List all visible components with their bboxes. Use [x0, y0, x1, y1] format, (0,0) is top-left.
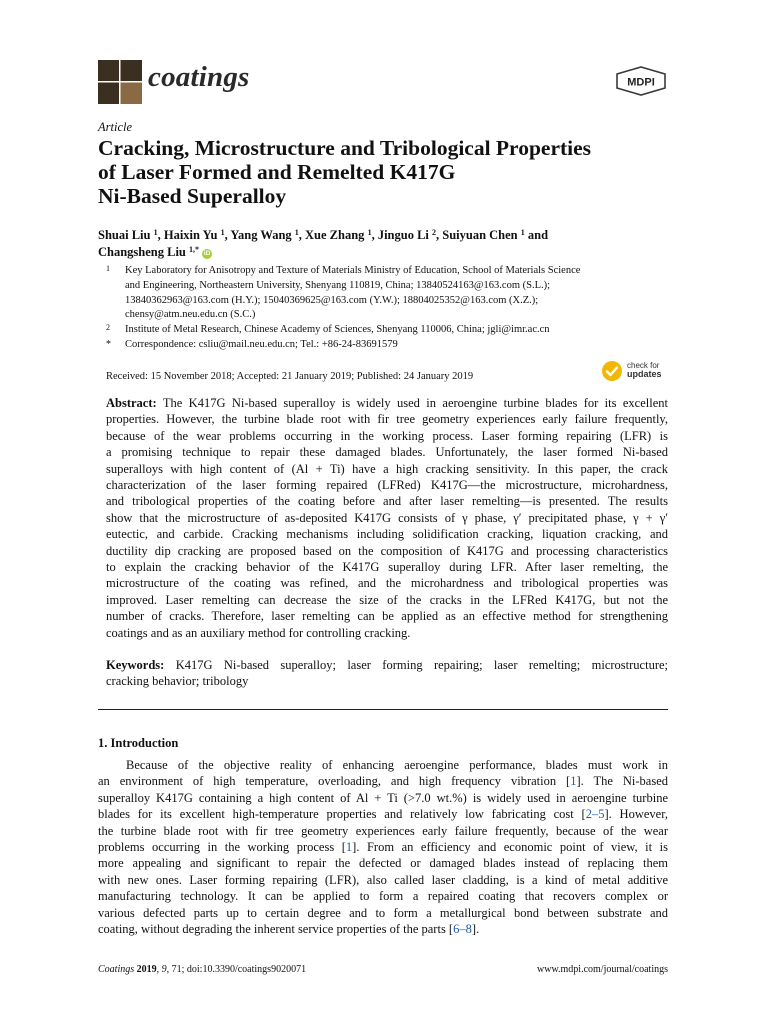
author-affiliation-sup: 1 — [367, 228, 372, 237]
intro-line — [98, 872, 668, 888]
abstract-line: to explain the cracking behavior of the K417G superalloy during LFR. After laser remelting, the — [106, 560, 668, 575]
affiliation-item — [98, 323, 678, 338]
intro-text: problems occurring in the working process [ — [98, 840, 346, 855]
intro-line — [98, 806, 668, 822]
intro-text: Because of the objective reality of enhancing aeroengine performance, blades must work in — [126, 758, 668, 772]
footer-volume: 9 — [161, 964, 167, 975]
affiliation-item — [98, 264, 678, 323]
orcid-icon[interactable]: iD — [203, 250, 211, 257]
intro-text: ]. From an efficiency and economic point of view, it is — [352, 840, 668, 855]
affiliation-marker: 2 — [106, 323, 110, 333]
introduction-body — [98, 757, 668, 937]
intro-line — [98, 757, 668, 773]
keywords-line: K417G Ni-based superalloy; laser forming repairing; laser remelting; microstructure; — [175, 658, 669, 672]
section-divider — [98, 709, 668, 710]
abstract-line: improved. Laser remelting can decrease the size of the cracks in the LFRed K417G, but not the — [106, 592, 668, 607]
footer-citation: Coatings 2019, 9, 71; doi:10.3390/coatings9020071 — [98, 964, 307, 975]
author-name: Xue Zhang — [305, 228, 365, 242]
title-line: Cracking, Microstructure and Tribological Properties — [98, 136, 592, 160]
check-updates-line1: check for — [627, 361, 660, 370]
author-name: Yang Wang — [230, 228, 292, 242]
intro-line — [98, 773, 668, 789]
article-type: Article — [98, 120, 133, 134]
intro-line — [98, 905, 668, 921]
author-list: Shuai Liu $^1$, Haixin Yu $^1$, Yang Wang $^1$, Xue Zhang $^1$, Jinguo Li $^2$, Suiyuan Chen $^1$ and Changsheng Liu $^{1,*}$ iD — [98, 228, 549, 259]
abstract-line: eutectic, and carbide. Cracking mechanisms including solidification cracking, liquation cracking, and — [106, 527, 668, 542]
affiliation-line: 13840362963@163.com (H.Y.); 15040369625@163.com (Y.W.); 18804025352@163.com (X.Z.); — [125, 294, 539, 306]
intro-line — [98, 839, 668, 855]
intro-text: ]. — [471, 922, 480, 937]
intro-line — [98, 888, 668, 904]
intro-text: an environment of high temperature, overloading, and high frequency vibration [ — [98, 774, 571, 789]
authors-and: and — [527, 228, 549, 242]
author-affiliation-sup: 2 — [432, 228, 436, 237]
abstract-line: characterization of the laser forming repaired (LFRed) K417G—the microstructure, microhardness, — [106, 478, 668, 493]
author-name: Haixin Yu — [163, 228, 218, 242]
author-affiliation-sup: 1 — [294, 228, 299, 237]
publication-dates: Received: 15 November 2018; Accepted: 21 January 2019; Published: 24 January 2019 — [106, 371, 474, 382]
check-updates-line2: updates — [627, 369, 662, 379]
journal-name: coatings — [148, 61, 250, 93]
affiliation-line: and Engineering, Northeastern University, Shenyang 110819, China; 13840524163@163.com (S.L.); — [125, 279, 551, 291]
author-name: Changsheng Liu — [98, 245, 186, 259]
check-updates-icon — [601, 360, 623, 382]
footer-journal: Coatings — [98, 964, 135, 975]
author-name: Jinguo Li — [377, 228, 429, 242]
keywords-line: cracking behavior; tribology — [106, 674, 249, 689]
article-title — [98, 136, 678, 208]
abstract-label: Abstract: — [106, 396, 157, 410]
intro-text: various defected parts up to certain degree and to form a metallurgical bond between substrate and — [98, 905, 668, 920]
citation-link[interactable]: 1 — [570, 774, 577, 789]
abstract-line: number of cracks. Therefore, laser remelting can be applied as an effective method for strengthening — [106, 609, 668, 624]
intro-line — [98, 823, 668, 839]
correspondence-line: Correspondence: csliu@mail.neu.edu.cn; Tel.: +86-24-83691579 — [125, 338, 398, 350]
mdpi-logo[interactable] — [614, 66, 668, 96]
abstract — [106, 395, 668, 641]
keywords-label: Keywords: — [106, 658, 165, 672]
abstract-line: show that the microstructure of as-deposited K417G consists of γ phase, γ′ precipitated phase, γ + γ′ — [106, 510, 668, 525]
intro-line — [98, 790, 668, 806]
intro-text: coating, without degrading the inherent service properties of the parts [ — [98, 922, 454, 937]
check-for-updates-badge[interactable] — [601, 359, 671, 387]
intro-text: ]. The Ni-based — [576, 774, 668, 789]
author-affiliation-sup: 1 — [220, 228, 225, 237]
intro-text: the turbine blade root with fir tree geometry experiences early failure frequently, because of the wear — [98, 823, 668, 838]
abstract-line: because of the wear problems occurring in the working process. Laser forming repairing (LFR) is — [106, 428, 668, 443]
footer-year: 2019 — [136, 964, 157, 975]
author-affiliation-sup: 1 — [520, 228, 525, 237]
abstract-line: and tribological properties of the coating before and after laser remelting—is presented. The results — [106, 494, 668, 509]
abstract-line: ductility dip cracking are proposed based on the composition of K417G and processing characteristics — [106, 543, 668, 558]
intro-text: more appealing and significant to repair the defected or damaged blades instead of replacing them — [98, 856, 668, 871]
affiliations — [98, 264, 678, 353]
footer-url[interactable]: www.mdpi.com/journal/coatings — [537, 964, 668, 975]
citation-link[interactable]: 2–5 — [585, 807, 605, 822]
correspondence-marker: * — [106, 338, 111, 350]
footer-doi: , 71; doi:10.3390/coatings9020071 — [166, 964, 307, 975]
title-line: of Laser Formed and Remelted K417G — [98, 160, 456, 184]
abstract-line: properties. However, the turbine blade root with fir tree geometry experiences early failure frequently, — [106, 412, 668, 427]
citation-link[interactable]: 6–8 — [453, 922, 472, 937]
abstract-line: The K417G Ni-based superalloy is widely used in aeroengine turbine blades for its excellent — [162, 396, 668, 410]
keywords — [106, 657, 668, 690]
author-affiliation-sup: 1,* — [189, 245, 200, 254]
intro-text: ]. However, — [604, 807, 668, 822]
abstract-line: microstructure of the coating was refined, and the microhardness and tribological properties was — [106, 576, 668, 591]
section-heading: 1. Introduction — [98, 736, 179, 750]
journal-logo-icon — [98, 60, 142, 104]
affiliation-marker: 1 — [106, 264, 110, 273]
title-line: Ni-Based Superalloy — [98, 184, 287, 208]
citation-link[interactable]: 1 — [345, 840, 353, 855]
affiliation-line: Institute of Metal Research, Chinese Academy of Sciences, Shenyang 110006, China; jgli@imr.ac.cn — [125, 324, 550, 336]
affiliation-line: Key Laboratory for Anisotropy and Texture of Materials Ministry of Education, School of Materials Science — [125, 265, 581, 276]
intro-text: superalloy K417G containing a high content of Al + Ti (>7.0 wt.%) is widely used in aeroengine turbine — [98, 790, 668, 805]
correspondence-item — [98, 338, 678, 353]
abstract-line: a promising technique to repair these damaged blades. Unfortunately, the laser formed Ni-based — [106, 445, 668, 460]
intro-line — [98, 921, 668, 937]
intro-text: with new ones. Laser forming repairing (LFR), also called laser cladding, is a kind of metal additive — [98, 872, 668, 887]
abstract-line: superalloys with high content of (Al + Ti) have a high cracking sensitivity. In this paper, the crack — [106, 461, 668, 476]
intro-text: manufacturing technology. It can be applied to form a repaired coating that recovers complex or — [98, 889, 668, 904]
abstract-line: coatings and as an auxiliary method for controlling cracking. — [106, 625, 411, 640]
intro-line — [98, 855, 668, 871]
author-name: Suiyuan Chen — [442, 228, 518, 242]
affiliation-line: chensy@atm.neu.edu.cn (S.C.) — [125, 309, 256, 321]
author-affiliation-sup: 1 — [153, 228, 158, 237]
mdpi-logo-text: MDPI — [627, 76, 655, 89]
intro-text: blades for its excellent high-temperature properties and relatively low fabricating cost [ — [98, 807, 586, 822]
author-name: Shuai Liu — [98, 228, 151, 242]
